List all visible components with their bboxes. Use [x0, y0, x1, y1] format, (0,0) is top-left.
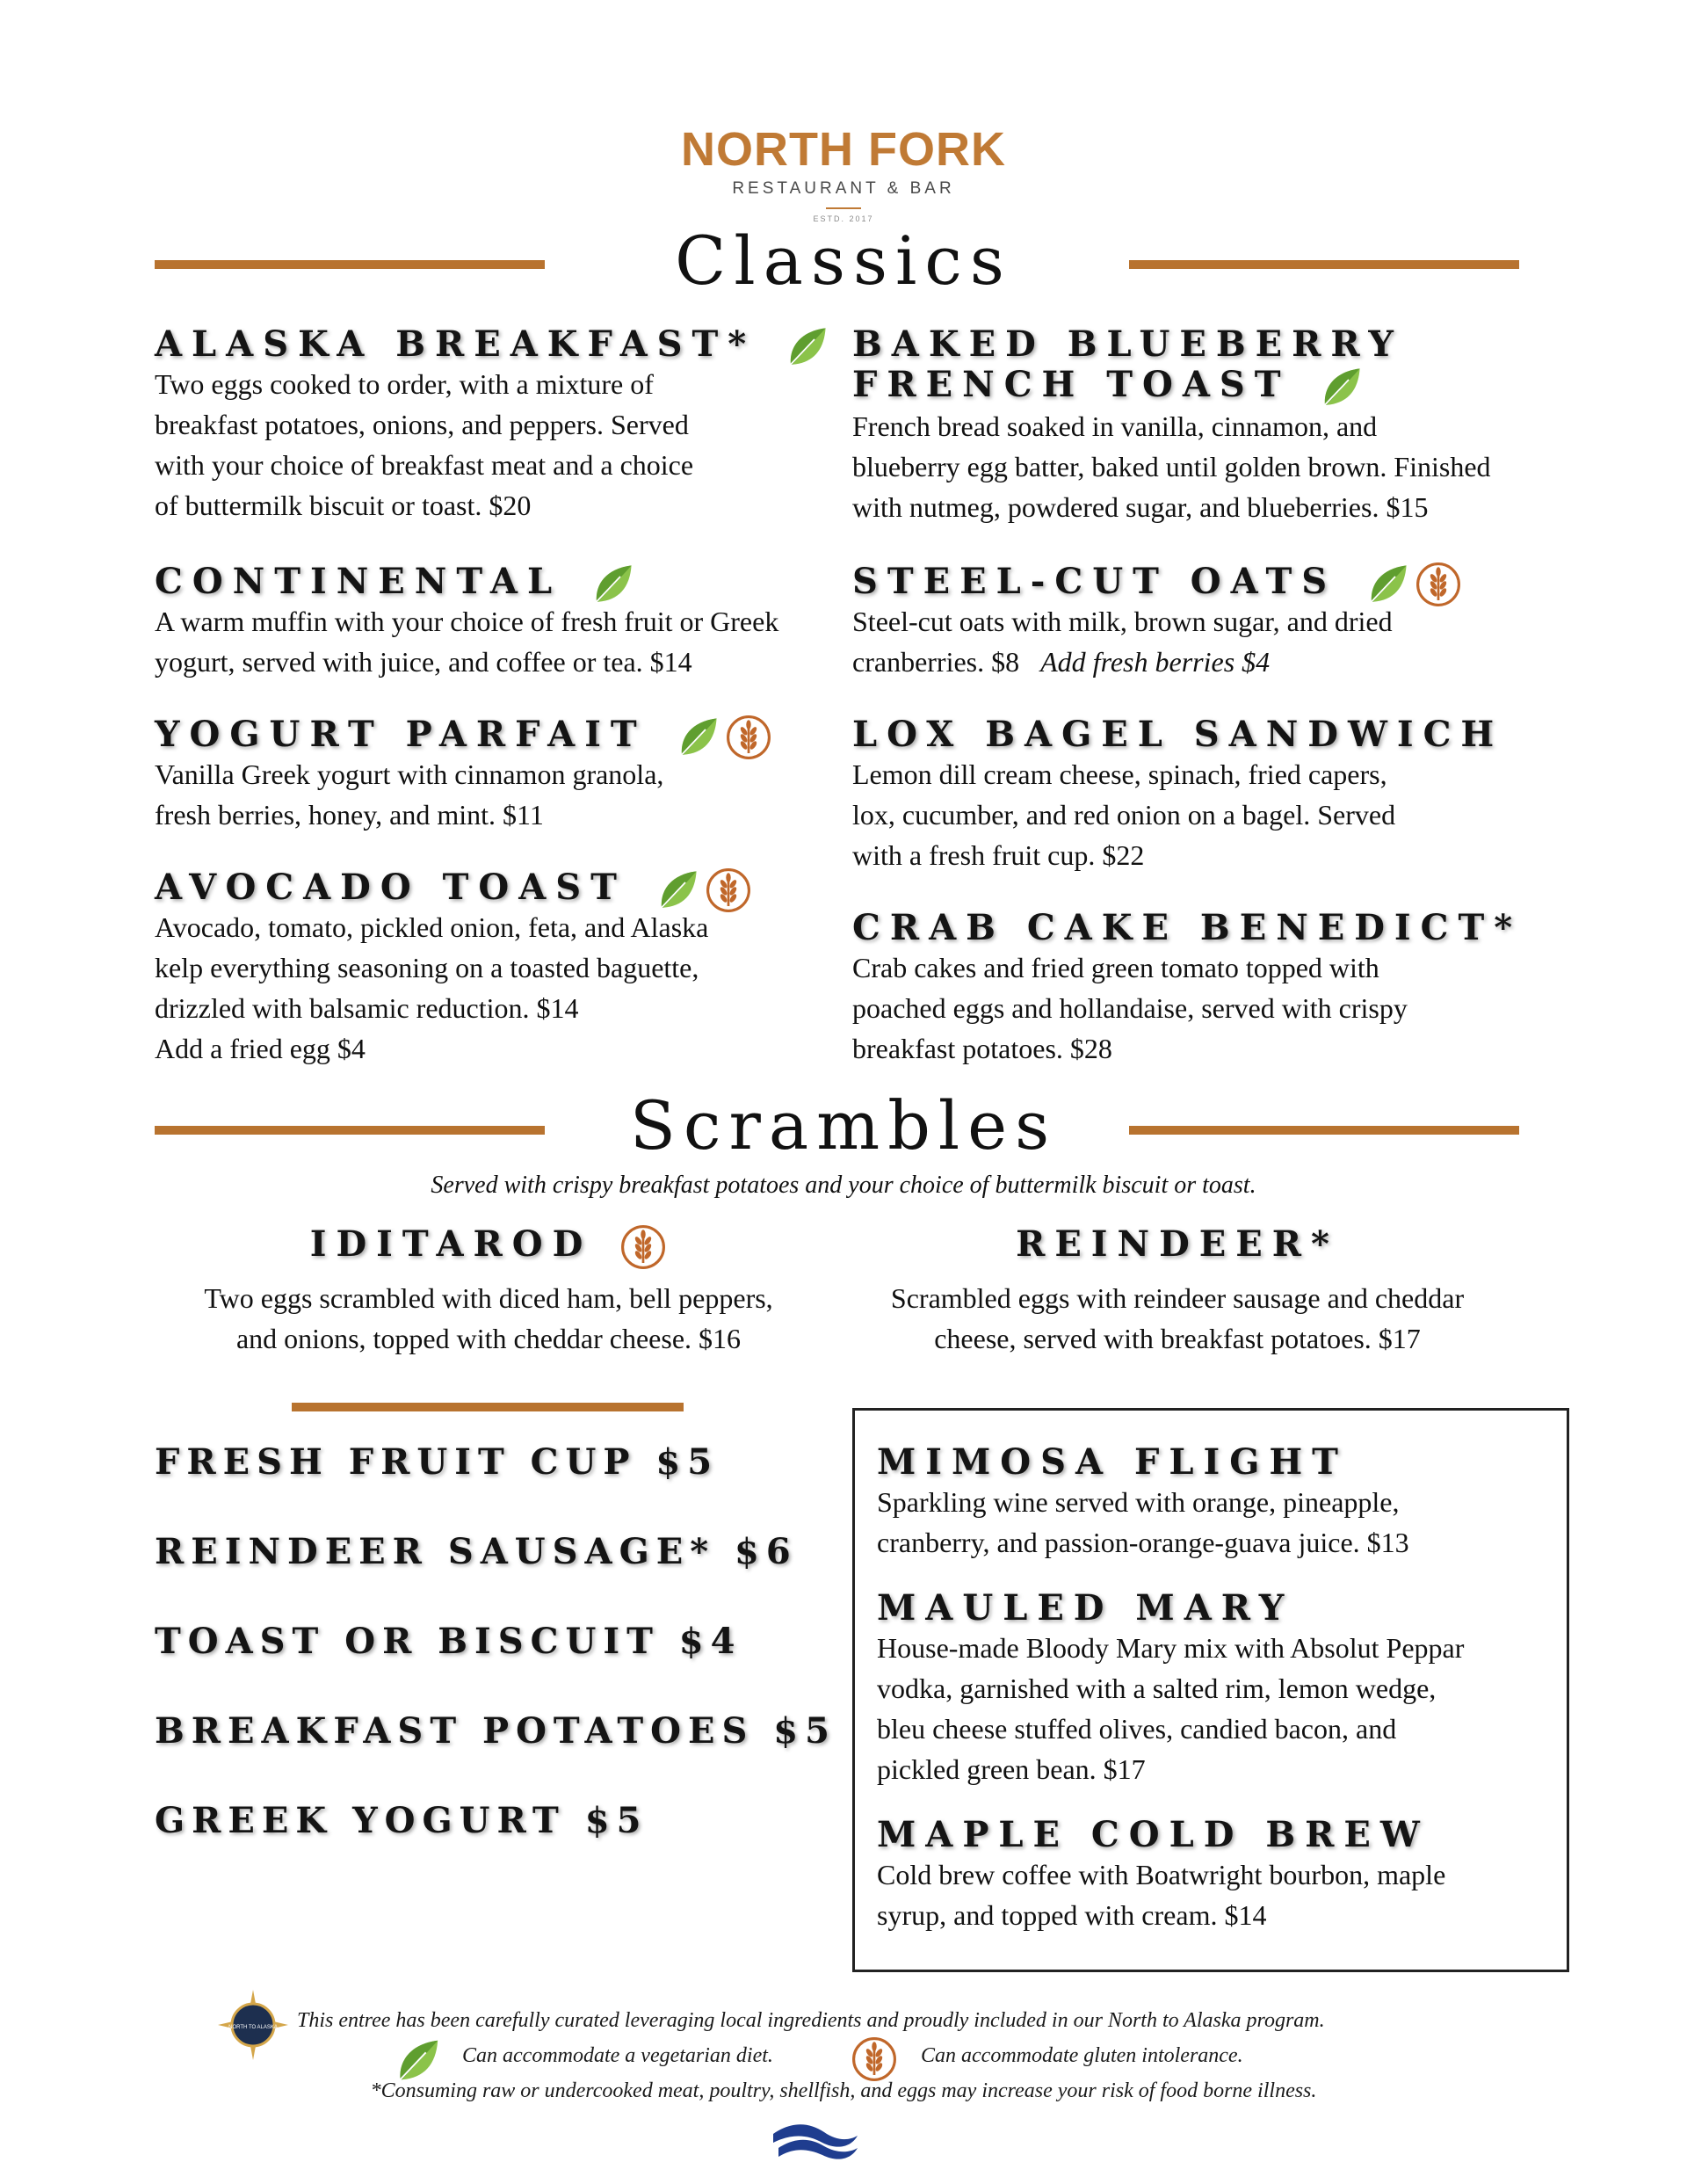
description-line: with nutmeg, powdered sugar, and blueberries. $15: [852, 491, 1429, 523]
wheat-icon: [705, 867, 752, 914]
description-line: breakfast potatoes. $28: [852, 1033, 1112, 1064]
menu-item-description: [877, 1854, 1445, 1935]
description-line: bleu cheese stuffed olives, candied bacon, and: [877, 1713, 1397, 1745]
description-line: blueberry egg batter, baked until golden brown. Finished: [852, 451, 1491, 483]
cruise-line-wave-logo-icon: [766, 2116, 863, 2169]
wheat-icon: [851, 2035, 898, 2083]
description-line: French bread soaked in vanilla, cinnamon, and: [852, 410, 1378, 442]
description-line: Steel-cut oats with milk, brown sugar, and dried: [852, 606, 1393, 637]
description-line: Two eggs cooked to order, with a mixture of: [155, 368, 654, 400]
menu-item-title: [877, 1587, 1293, 1629]
menu-item-title: [877, 1814, 1430, 1856]
description-line: with your choice of breakfast meat and a choice: [155, 449, 694, 481]
menu-item-description: [877, 1628, 1464, 1789]
side-item: FRESH FRUIT CUP $5: [155, 1441, 720, 1483]
sides-rule: [292, 1403, 684, 1411]
description-line: drizzled with balsamic reduction. $14: [155, 992, 579, 1024]
add-on-note: Add fresh berries $4: [1040, 646, 1271, 678]
food-safety-warning: *Consuming raw or undercooked meat, poultry, shellfish, and eggs may increase your risk of food borne illness.: [370, 2079, 1317, 2102]
item-title-text: MAULED MARY: [877, 1587, 1294, 1629]
description-line: A warm muffin with your choice of fresh fruit or Greek: [155, 606, 779, 637]
vegetarian-legend: Can accommodate a vegetarian diet.: [462, 2044, 773, 2067]
leaf-icon: [783, 323, 830, 371]
description-line: Vanilla Greek yogurt with cinnamon granola,: [155, 758, 664, 790]
description-line: fresh berries, honey, and mint. $11: [155, 799, 544, 831]
classics-heading: Classics: [675, 221, 1012, 300]
item-title-text: AVOCADO TOAST: [155, 867, 626, 908]
description-line: syrup, and topped with cream. $14: [877, 1899, 1267, 1931]
side-item: BREAKFAST POTATOES $5: [155, 1710, 836, 1752]
description-line: kelp everything seasoning on a toasted baguette,: [155, 952, 699, 983]
menu-item-description: [852, 947, 1408, 1069]
leaf-icon: [1317, 364, 1365, 411]
description-line: lox, cucumber, and red onion on a bagel. Served: [852, 799, 1396, 831]
menu-item-title: [877, 1441, 1348, 1484]
scrambles-note: Served with crispy breakfast potatoes and your choice of buttermilk biscuit or toast.: [431, 1172, 1256, 1199]
scrambles-heading: Scrambles: [629, 1086, 1058, 1165]
item-title-text: CONTINENTAL: [155, 561, 562, 602]
item-title-text: FRENCH TOAST: [852, 364, 1291, 405]
program-note: This entree has been carefully curated leveraging local ingredients and proudly included in our North to Alaska program.: [297, 2009, 1325, 2032]
description-line: with a fresh fruit cup. $22: [852, 839, 1145, 871]
description-line: Avocado, tomato, pickled onion, feta, and Alaska: [155, 911, 709, 943]
menu-item-description: [852, 601, 1393, 682]
description-line: Lemon dill cream cheese, spinach, fried capers,: [852, 758, 1387, 790]
item-title-text: BAKED BLUEBERRY: [852, 323, 1403, 365]
item-title-text: YOGURT PARFAIT: [155, 714, 647, 755]
item-title-text: REINDEER*: [1016, 1223, 1339, 1265]
menu-item-title: [852, 323, 1403, 366]
description-line: Cold brew coffee with Boatwright bourbon, maple: [877, 1859, 1446, 1890]
menu-item-title: [844, 1223, 1511, 1266]
menu-item-description: [155, 1278, 822, 1359]
description-line: breakfast potatoes, onions, and peppers. Served: [155, 409, 689, 440]
menu-item-description: [155, 601, 778, 682]
wheat-icon: [1415, 561, 1462, 608]
menu-item-description: [844, 1278, 1511, 1359]
item-title-text: MIMOSA FLIGHT: [877, 1441, 1348, 1483]
item-title-text: IDITAROD: [309, 1223, 593, 1265]
side-item: TOAST OR BISCUIT $4: [155, 1621, 742, 1662]
restaurant-logo: [0, 123, 1687, 223]
description-text: cranberries. $8: [852, 646, 1020, 678]
description-line: Scrambled eggs with reindeer sausage and cheddar: [890, 1282, 1465, 1314]
item-title-text: MAPLE COLD BREW: [877, 1814, 1430, 1855]
description-line: vodka, garnished with a salted rim, lemon wedge,: [877, 1672, 1437, 1704]
brand-tagline: RESTAURANT & BAR: [732, 179, 955, 198]
description-line: pickled green bean. $17: [877, 1753, 1146, 1785]
menu-item-description: [155, 754, 663, 835]
wheat-icon: [619, 1223, 667, 1271]
menu-item-description: [155, 907, 708, 1069]
description-line: and onions, topped with cheddar cheese. $16: [235, 1323, 742, 1354]
item-title-text: STEEL-CUT OATS: [852, 561, 1337, 602]
description-line: Sparkling wine served with orange, pineapple,: [877, 1486, 1400, 1518]
description-line: Two eggs scrambled with diced ham, bell peppers,: [204, 1282, 773, 1314]
gluten-legend: Can accommodate gluten intolerance.: [921, 2044, 1243, 2067]
menu-item-title: [852, 714, 1503, 756]
item-title-text: CRAB CAKE BENEDICT*: [852, 907, 1523, 948]
description-line: cheese, served with breakfast potatoes. $17: [934, 1323, 1421, 1354]
logo-divider: [826, 207, 861, 209]
north-to-alaska-badge-icon: [216, 1988, 290, 2062]
brand-established: ESTD. 2017: [813, 214, 874, 223]
description-line: Crab cakes and fried green tomato topped with: [852, 952, 1379, 983]
leaf-icon: [674, 714, 721, 761]
menu-item-description: [852, 754, 1395, 875]
description-line: poached eggs and hollandaise, served with crispy: [852, 992, 1408, 1024]
description-line: yogurt, served with juice, and coffee or tea. $14: [155, 646, 692, 678]
menu-item-description: [877, 1482, 1409, 1563]
description-line: House-made Bloody Mary mix with Absolut Peppar: [877, 1632, 1465, 1664]
badge-text: NORTH TO ALASKA: [228, 2025, 278, 2030]
brand-name: NORTH FORK: [681, 123, 1006, 176]
item-title-text: ALASKA BREAKFAST*: [155, 323, 757, 365]
item-title-text: LOX BAGEL SANDWICH: [852, 714, 1504, 755]
menu-item-title: [852, 364, 1365, 411]
wheat-icon: [725, 714, 772, 761]
menu-item-title: [155, 1223, 822, 1271]
side-item: GREEK YOGURT $5: [155, 1800, 648, 1841]
description-line: cranberry, and passion-orange-guava juice. $13: [877, 1527, 1409, 1558]
menu-item-description: [155, 364, 693, 526]
menu-item-description: [852, 406, 1491, 527]
description-line: [852, 642, 1393, 682]
menu-item-title: [852, 907, 1522, 949]
description-line: of buttermilk biscuit or toast. $20: [155, 490, 532, 521]
side-item: REINDEER SAUSAGE* $6: [155, 1531, 798, 1572]
description-line: Add a fried egg $4: [155, 1033, 366, 1064]
